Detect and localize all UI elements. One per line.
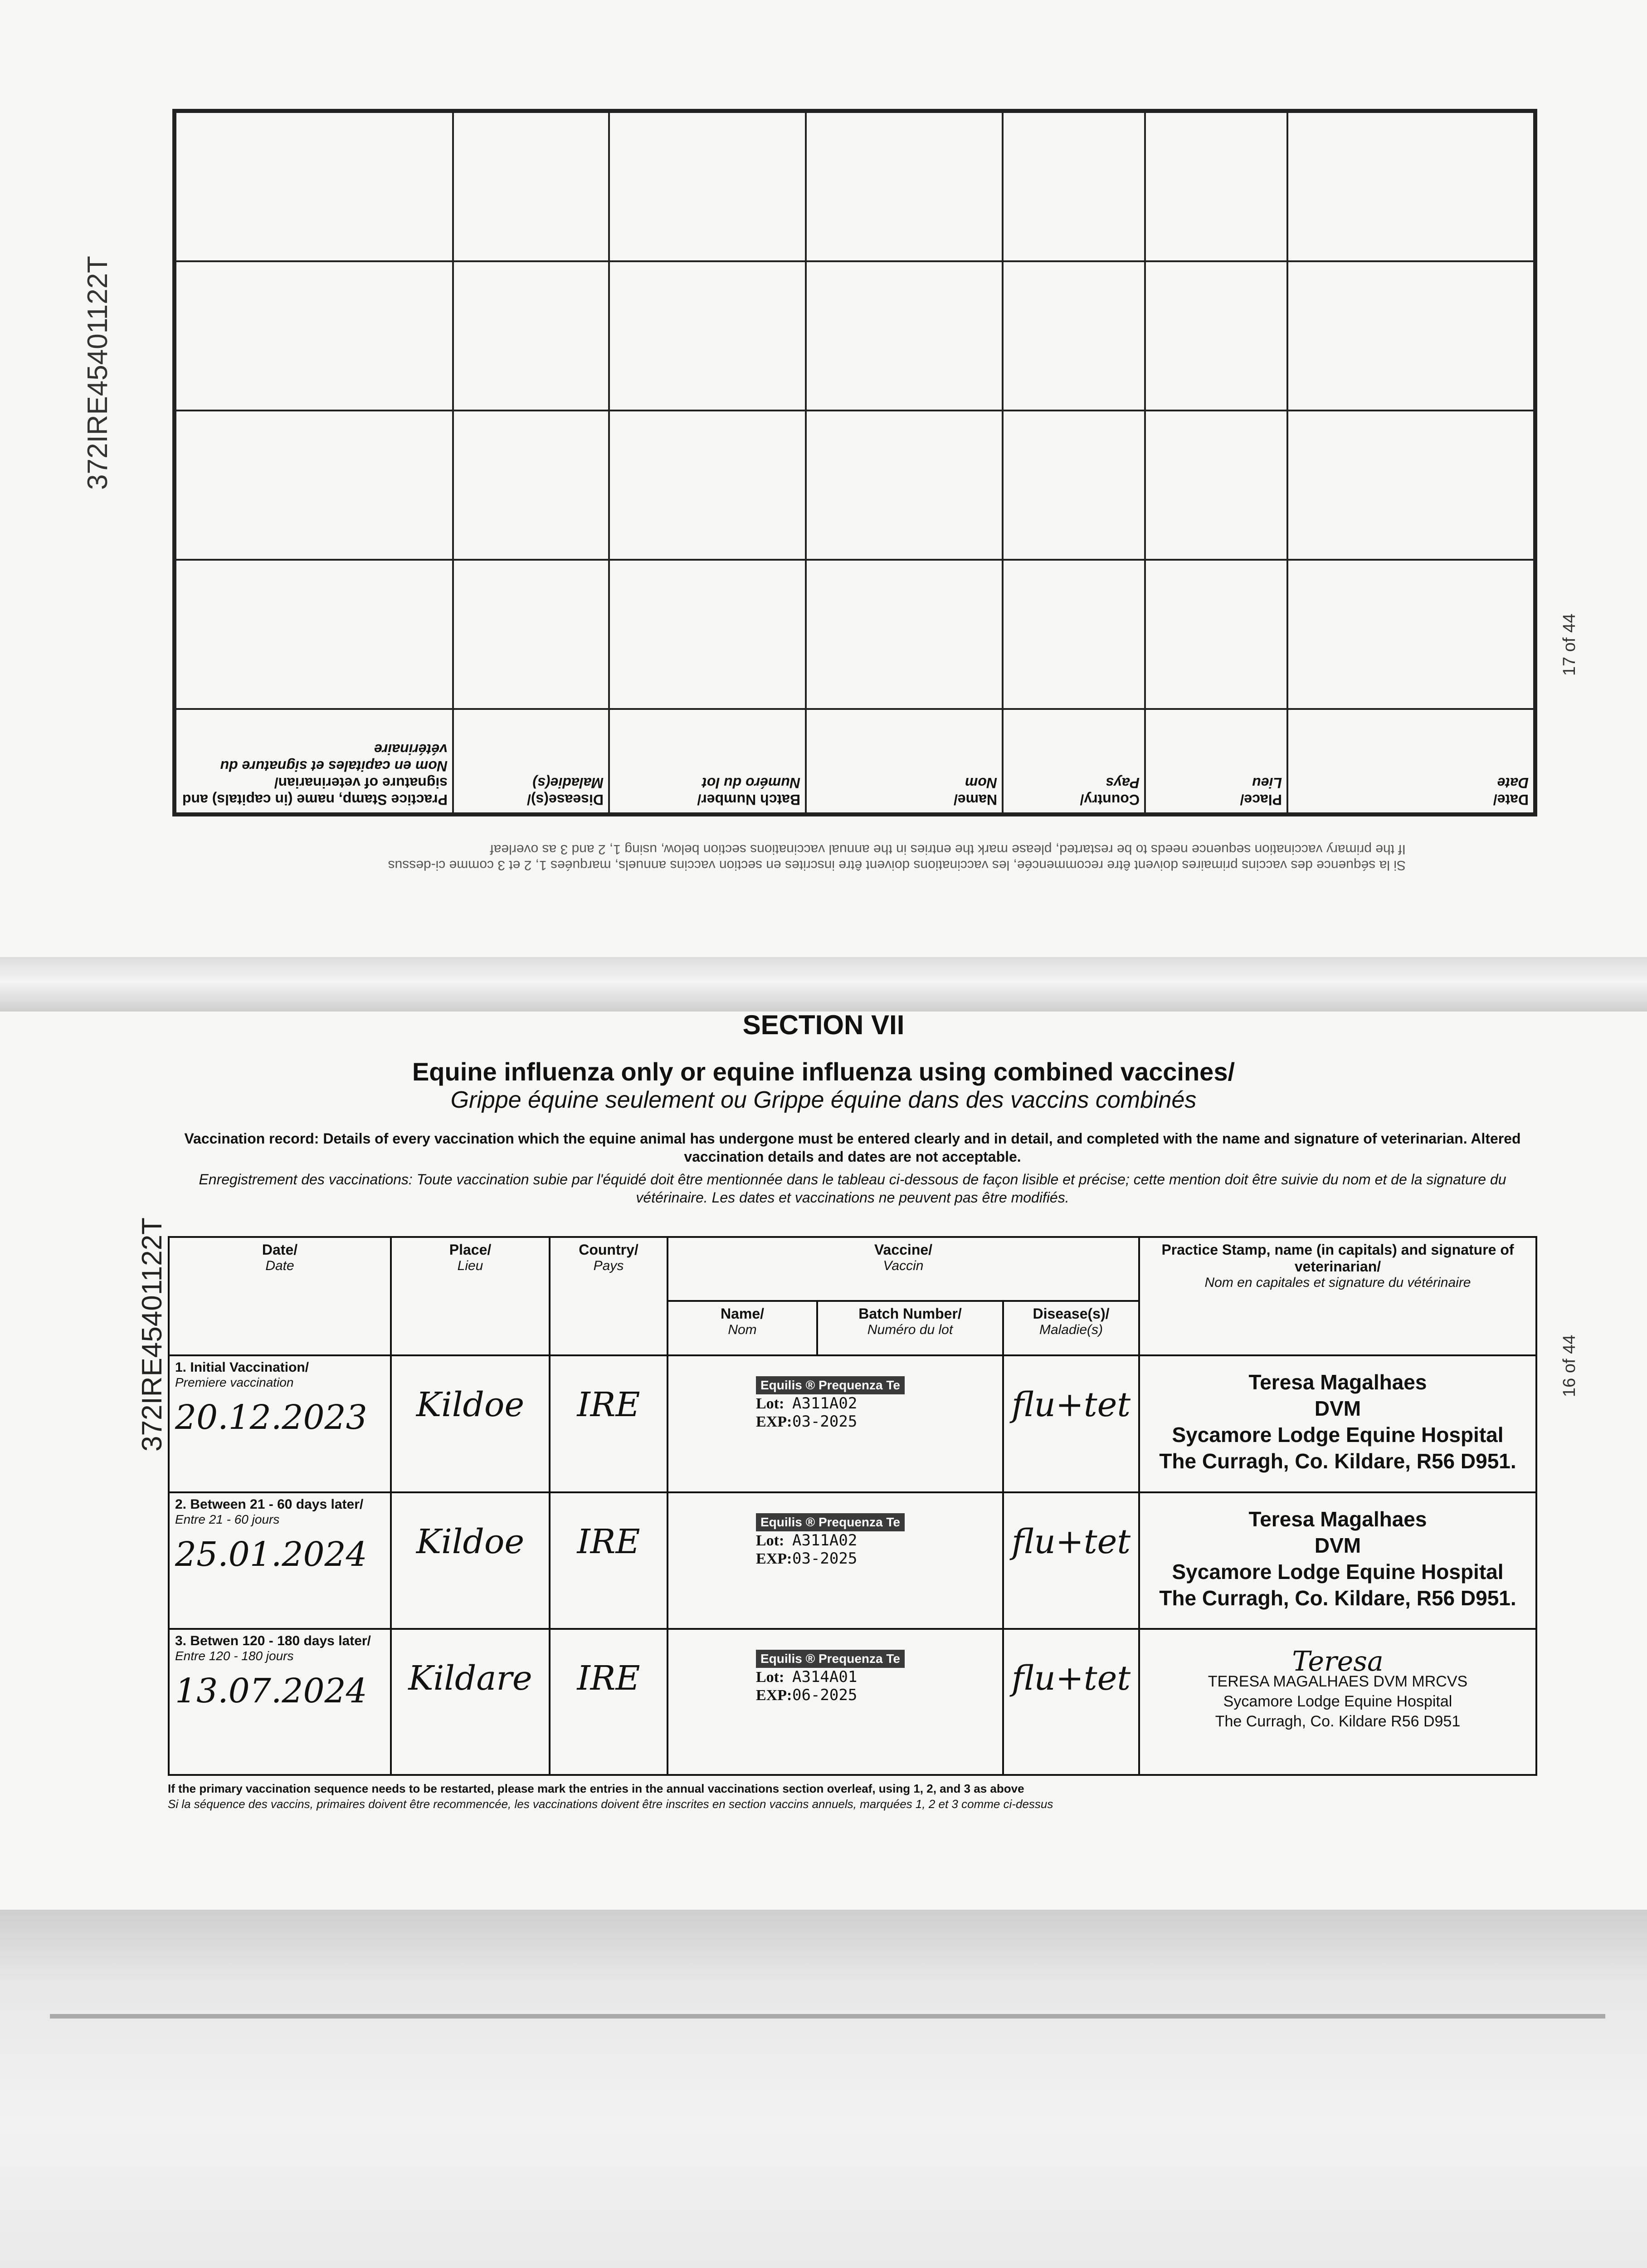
- top-table-row: [175, 560, 1534, 709]
- heading-english: Equine influenza only or equine influenza using combined vaccines/: [412, 1057, 1235, 1086]
- page-id-code: 372IRE45401122T: [136, 1217, 168, 1452]
- vaccine-sticker: Equilis ® Prequenza Te Lot: A311A02 EXP:03-2025: [668, 1492, 1003, 1629]
- header-name: Name/ Nom: [668, 1301, 817, 1356]
- page-fold: [0, 957, 1647, 1012]
- header-country: Country/ Pays: [550, 1237, 668, 1355]
- header-date: Date/ Date: [169, 1237, 391, 1355]
- top-header-batch: Batch Number/ Numéro du lot: [609, 709, 806, 813]
- disease-cell: flu+tet: [1003, 1355, 1139, 1492]
- top-header-date: Date/ Date: [1287, 709, 1534, 813]
- top-footnote-fr: Si la séquence des vaccins primaires doivent être recommencée, les vaccinations doivent être inscrites en section vaccins annuels, marquées 1, 2 et 3 comme ci-dessus: [388, 858, 1406, 873]
- top-header-country: Country/ Pays: [1003, 709, 1145, 813]
- heading-french: Grippe équine seulement ou Grippe équine dans des vaccins combinés: [450, 1087, 1197, 1113]
- header-place: Place/ Lieu: [391, 1237, 550, 1355]
- date-cell: 1. Initial Vaccination/ Premiere vaccination 20.12.2023: [169, 1355, 391, 1492]
- top-header-disease: Disease(s)/ Maladie(s): [453, 709, 609, 813]
- top-table-row: [175, 411, 1534, 560]
- header-vaccine: Vaccine/ Vaccin: [668, 1237, 1139, 1301]
- place-cell: Kildoe: [391, 1355, 550, 1492]
- vaccine-sticker: Equilis ® Prequenza Te Lot: A311A02 EXP:03-2025: [668, 1355, 1003, 1492]
- table-row: [169, 1492, 1536, 1629]
- top-header-name: Name/ Nom: [806, 709, 1003, 813]
- header-batch-number: Batch Number/ Numéro du lot: [817, 1301, 1003, 1356]
- top-page-number: 17 of 44: [1560, 613, 1579, 676]
- vaccine-sticker: Equilis ® Prequenza Te Lot: A314A01 EXP:06-2025: [668, 1629, 1003, 1775]
- practice-stamp: Teresa TERESA MAGALHAES DVM MRCVS Sycamore Lodge Equine Hospital The Curragh, Co. Kildare R56 D951: [1139, 1629, 1536, 1775]
- top-table-row: [175, 112, 1534, 261]
- table-row: [169, 1629, 1536, 1775]
- place-cell: Kildare: [391, 1629, 550, 1775]
- disease-cell: flu+tet: [1003, 1492, 1139, 1629]
- vaccination-table: [168, 1236, 1537, 1776]
- top-footnote-en: If the primary vaccination sequence needs to be restarted, please mark the entries in the annual vaccinations section below, using 1, 2 and 3 as overleaf: [490, 842, 1406, 857]
- country-cell: IRE: [550, 1492, 668, 1629]
- disease-cell: flu+tet: [1003, 1629, 1139, 1775]
- practice-stamp: Teresa Magalhaes DVM Sycamore Lodge Equine Hospital The Curragh, Co. Kildare, R56 D951.: [1139, 1492, 1536, 1629]
- top-table-row: [175, 261, 1534, 411]
- page-number: 16 of 44: [1560, 1334, 1579, 1397]
- section-title: SECTION VII: [742, 1010, 905, 1040]
- country-cell: IRE: [550, 1629, 668, 1775]
- date-cell: 2. Between 21 - 60 days later/ Entre 21 - 60 jours 25.01.2024: [169, 1492, 391, 1629]
- top-header-place: Place/ Lieu: [1145, 709, 1287, 813]
- footnote-fr: Si la séquence des vaccins, primaires doivent être recommencée, les vaccinations doivent être inscrites en section vaccins annuels, marquées 1, 2 et 3 comme ci-dessus: [168, 1797, 1053, 1811]
- top-header-stamp: Practice Stamp, name (in capitals) and signature of veterinarian/ Nom en capitales et signature du vétérinaire: [175, 709, 453, 813]
- date-cell: 3. Betwen 120 - 180 days later/ Entre 120 - 180 jours 13.07.2024: [169, 1629, 391, 1775]
- country-cell: IRE: [550, 1355, 668, 1492]
- place-cell: Kildoe: [391, 1492, 550, 1629]
- top-vaccination-table: [172, 109, 1537, 816]
- table-row: [169, 1355, 1536, 1492]
- top-page-id-code: 372IRE45401122T: [82, 256, 113, 490]
- header-diseases: Disease(s)/ Maladie(s): [1003, 1301, 1139, 1356]
- scan-shadow: [0, 1910, 1647, 2268]
- practice-stamp: Teresa Magalhaes DVM Sycamore Lodge Equine Hospital The Curragh, Co. Kildare, R56 D951.: [1139, 1355, 1536, 1492]
- footnote-en: If the primary vaccination sequence needs to be restarted, please mark the entries in the annual vaccinations section overleaf, using 1, 2, and 3 as above: [168, 1782, 1024, 1795]
- page-edge: [50, 2014, 1605, 2019]
- header-practice-stamp: Practice Stamp, name (in capitals) and signature of veterinarian/ Nom en capitales et signature du vétérinaire: [1139, 1237, 1536, 1355]
- vaccination-record-en: Vaccination record: Details of every vaccination which the equine animal has undergone must be entered clearly and in detail, and completed with the name and signature of veterinarian. Altered vaccination details and dates are not acceptable.: [184, 1130, 1521, 1165]
- vaccination-record-fr: Enregistrement des vaccinations: Toute vaccination subie par l'équidé doit être mentionnée dans le tableau ci-dessous de façon lisible et précise; cette mention doit être suivie du nom et de la signature du vétérinaire. Les dates et vaccinations ne peuvent pas être modifiés.: [199, 1171, 1506, 1206]
- signature: Teresa: [1292, 1646, 1384, 1678]
